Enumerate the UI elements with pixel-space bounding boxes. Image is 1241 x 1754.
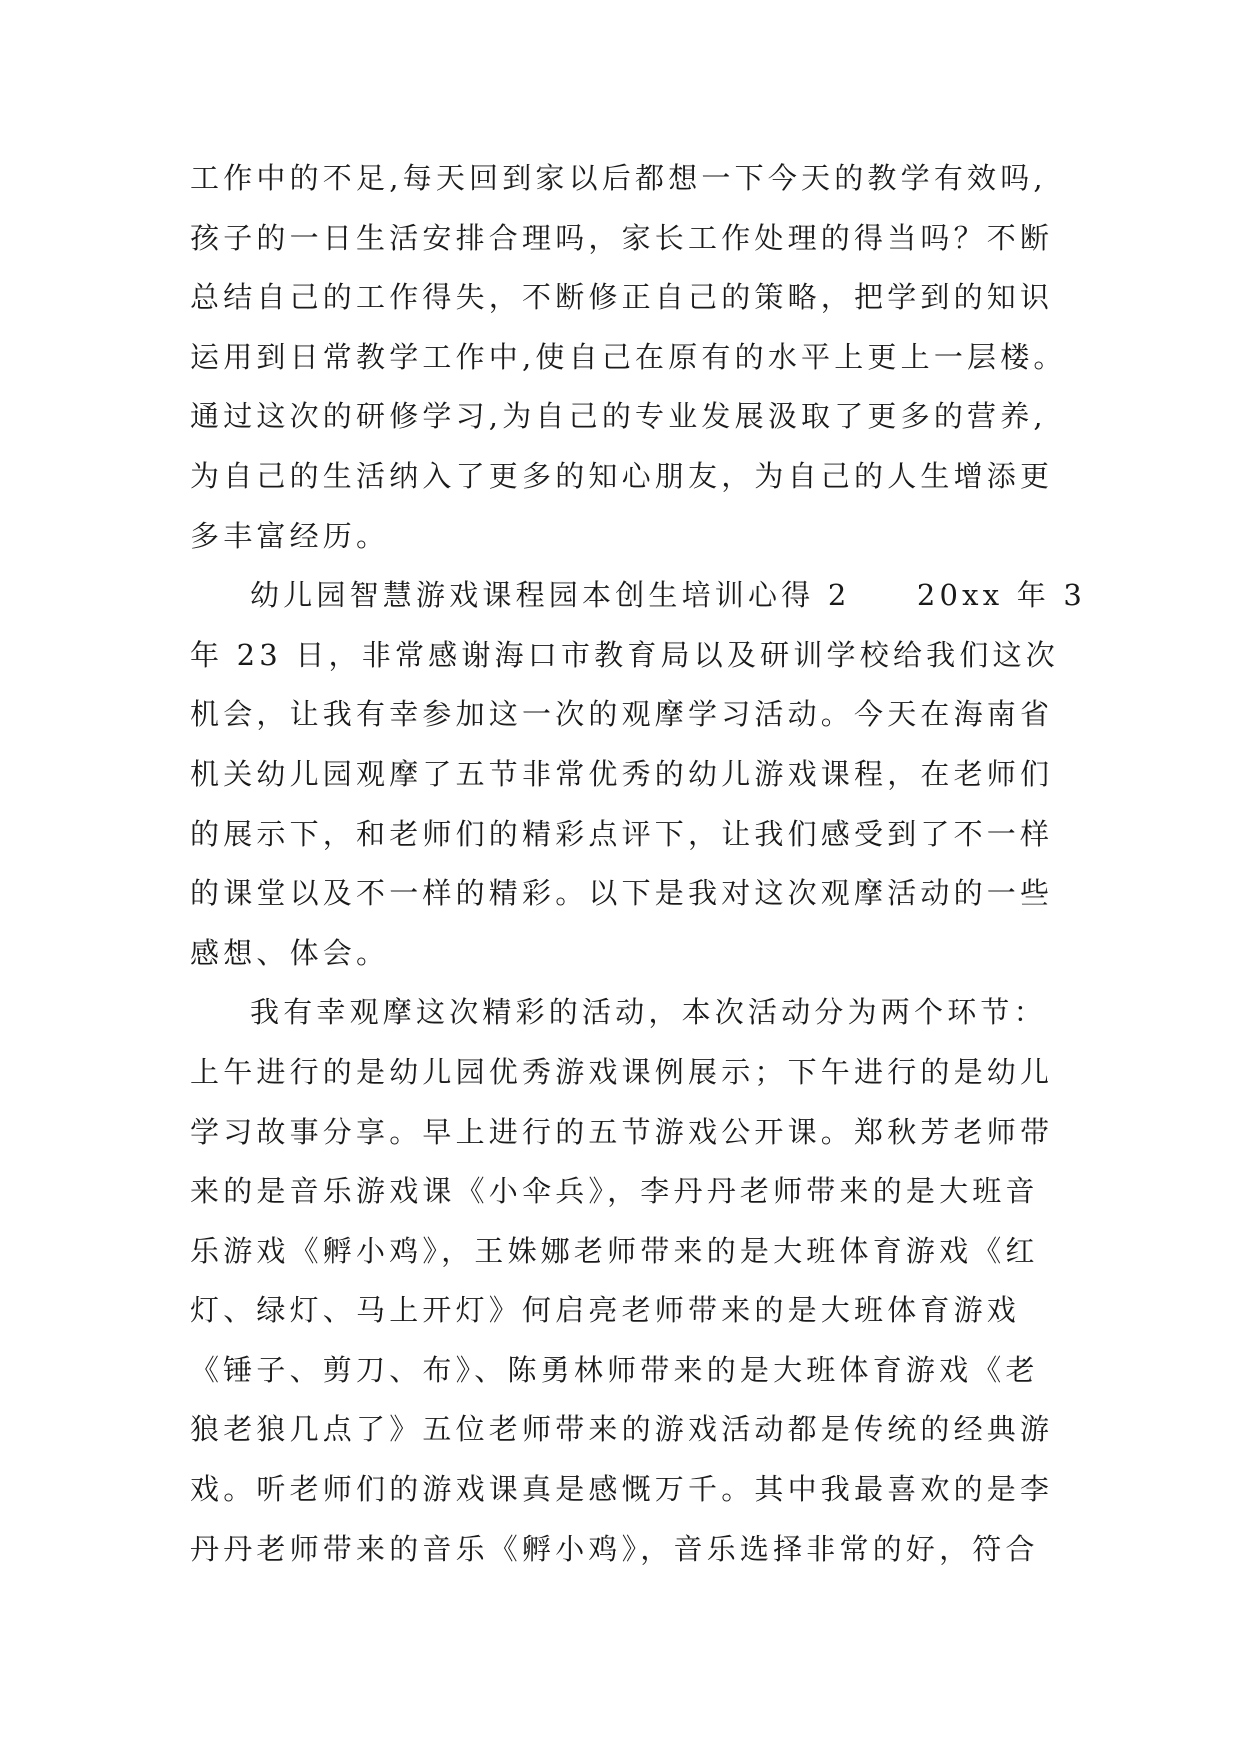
text-line: 的课堂以及不一样的精彩。以下是我对这次观摩活动的一些 [190,876,1054,911]
text-line: 幼儿园智慧游戏课程园本创生培训心得 2 20xx 年 3 [250,578,1086,613]
text-line: 通过这次的研修学习,为自己的专业发展汲取了更多的营养, [190,399,1047,434]
text-line: 狼老狼几点了》五位老师带来的游戏活动都是传统的经典游 [190,1412,1054,1447]
text-line: 戏。听老师们的游戏课真是感慨万千。其中我最喜欢的是李 [190,1472,1054,1507]
text-line: 丹丹老师带来的音乐《孵小鸡》，音乐选择非常的好，符合 [190,1531,1039,1566]
text-line: 灯、绿灯、马上开灯》何启亮老师带来的是大班体育游戏 [190,1293,1021,1328]
text-line: 为自己的生活纳入了更多的知心朋友，为自己的人生增添更 [190,458,1054,493]
text-line: 上午进行的是幼儿园优秀游戏课例展示；下午进行的是幼儿 [190,1054,1054,1089]
text-line: 来的是音乐游戏课《小伞兵》，李丹丹老师带来的是大班音 [190,1174,1039,1209]
text-line: 《锤子、剪刀、布》、陈勇林师带来的是大班体育游戏《老 [190,1352,1039,1387]
text-line: 孩子的一日生活安排合理吗，家长工作处理的得当吗？不断 [190,220,1054,255]
text-line: 的展示下，和老师们的精彩点评下，让我们感受到了不一样 [190,816,1054,851]
text-line: 机关幼儿园观摩了五节非常优秀的幼儿游戏课程，在老师们 [190,756,1054,791]
text-line: 乐游戏《孵小鸡》，王姝娜老师带来的是大班体育游戏《红 [190,1233,1039,1268]
text-line: 总结自己的工作得失，不断修正自己的策略，把学到的知识 [190,280,1054,315]
text-line: 机会，让我有幸参加这一次的观摩学习活动。今天在海南省 [190,697,1054,732]
text-line: 多丰富经历。 [190,518,390,553]
text-line: 我有幸观摩这次精彩的活动，本次活动分为两个环节： [250,995,1047,1030]
text-line: 学习故事分享。早上进行的五节游戏公开课。郑秋芳老师带 [190,1114,1054,1149]
text-line: 年 23 日，非常感谢海口市教育局以及研训学校给我们这次 [190,637,1059,672]
text-line: 工作中的不足,每天回到家以后都想一下今天的教学有效吗, [190,161,1047,195]
text-line: 感想、体会。 [190,935,390,970]
text-line: 运用到日常教学工作中,使自己在原有的水平上更上一层楼。 [190,339,1067,374]
body-text [190,158,1086,1588]
